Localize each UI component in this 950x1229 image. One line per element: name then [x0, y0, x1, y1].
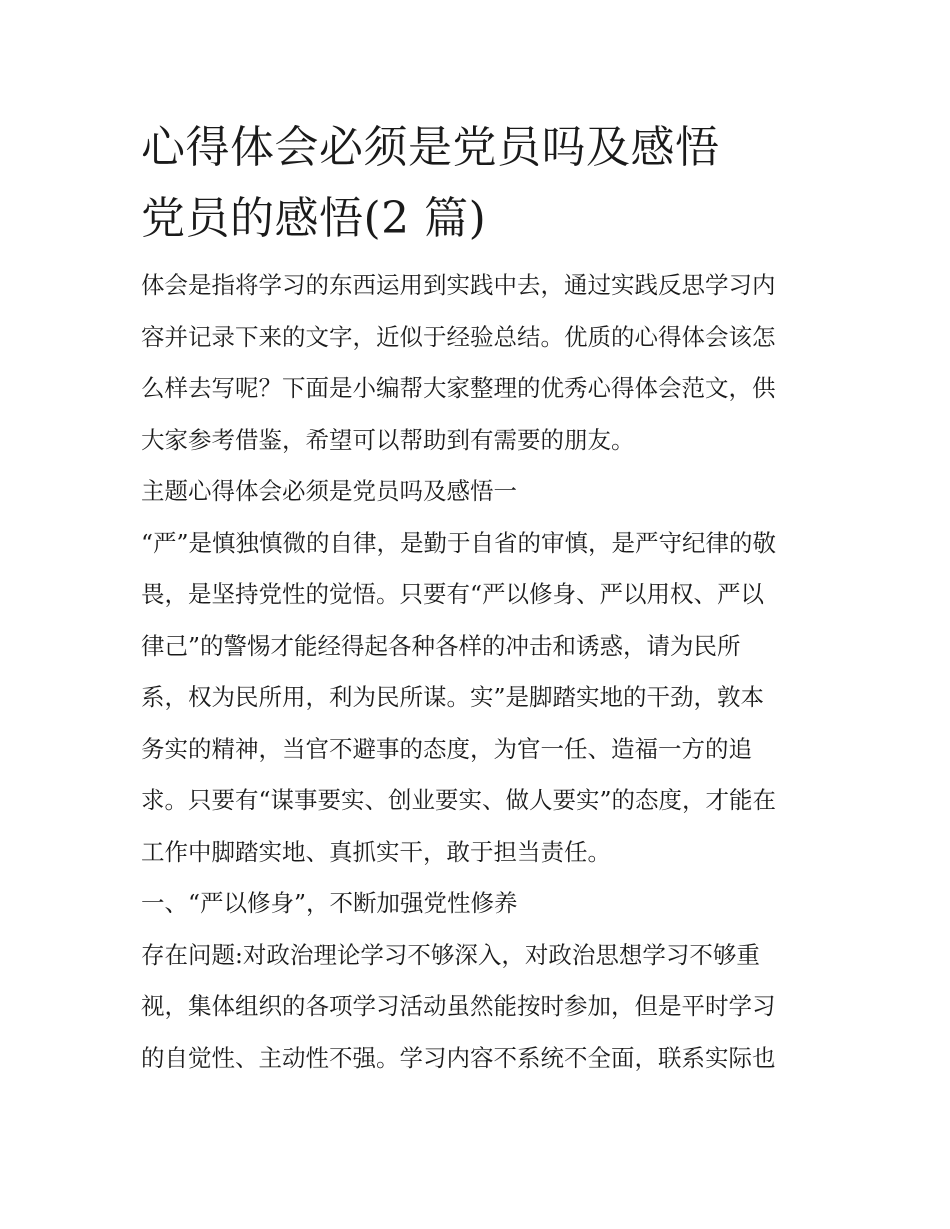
text-line: 体会是指将学习的东西运用到实践中去，通过实践反思学习内 [141, 271, 776, 299]
document-content [141, 112, 816, 1084]
text-line: 的自觉性、主动性不强。学习内容不系统不全面，联系实际也 [141, 1043, 776, 1072]
text-line: 存在问题:对政治理论学习不够深入，对政治思想学习不够重 [141, 940, 760, 969]
text-line: 视，集体组织的各项学习活动虽然能按时参加，但是平时学习 [141, 992, 776, 1020]
text-line: 主题心得体会必须是党员吗及感悟一 [141, 477, 517, 505]
intro-paragraph [141, 260, 816, 466]
text-line: 畏，是坚持党性的觉悟。只要有“严以修身、严以用权、严以 [141, 580, 765, 608]
text-line: 大家参考借鉴，希望可以帮助到有需要的朋友。 [141, 425, 635, 454]
text-line: 工作中脚踏实地、真抓实干，敢于担当责任。 [141, 837, 611, 866]
text-line: 系，权为民所用，利为民所谋。实”是脚踏实地的干劲，敦本 [141, 683, 765, 711]
text-line: 容并记录下来的文字，近似于经验总结。优质的心得体会该怎 [141, 322, 776, 351]
text-line: 务实的精神，当官不避事的态度，为官一任、造福一方的追 [141, 734, 752, 763]
subheading [141, 878, 816, 930]
text-line: 一、“严以修身”，不断加强党性修养 [141, 889, 518, 917]
section-heading [141, 466, 816, 518]
text-line: 求。只要有“谋事要实、创业要实、做人要实”的态度，才能在 [141, 786, 777, 814]
text-line: 律己”的警惕才能经得起各种各样的冲击和诱惑，请为民所 [141, 631, 741, 660]
body-paragraph-1 [141, 518, 816, 879]
text-line: 么样去写呢？下面是小编帮大家整理的优秀心得体会范文，供 [141, 374, 776, 402]
body-paragraph-2 [141, 930, 816, 1085]
text-line: “严”是慎独慎微的自律，是勤于自省的审慎，是严守纪律的敬 [141, 528, 777, 557]
document-title [141, 112, 816, 254]
title-line: 党员的感悟(2 篇) [141, 193, 487, 244]
title-line: 心得体会必须是党员吗及感悟 [141, 122, 720, 173]
